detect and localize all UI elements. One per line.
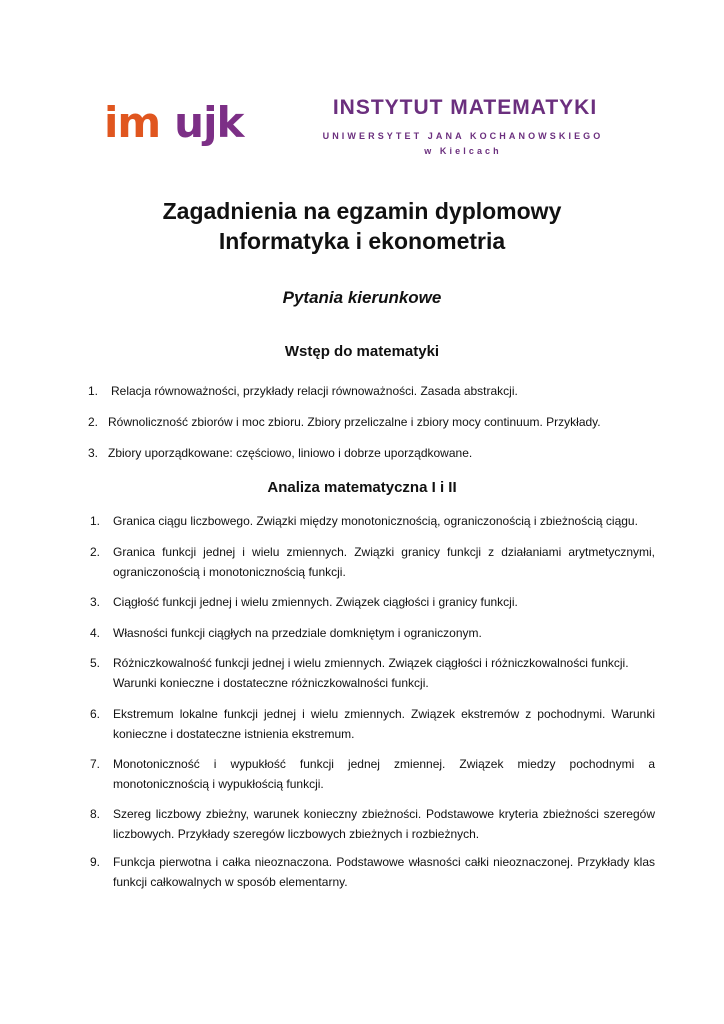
item-text: Własności funkcji ciągłych na przedziale domkniętym i ograniczonym. (113, 626, 482, 640)
logo-im: im (104, 98, 161, 147)
im-ujk-logo (104, 98, 243, 148)
item-number: 4. (89, 626, 100, 640)
document-title (0, 196, 724, 256)
list-item (80, 754, 660, 794)
list-item (80, 511, 660, 531)
item-text: Szereg liczbowy zbieżny, warunek konieczny zbieżności. Podstawowe kryteria zbieżności szeregów liczbowych. Przykłady szeregów liczbowych zbieżnych i rozbieżnych. (113, 807, 655, 841)
item-number: 8. (89, 807, 100, 821)
item-text: Relacja równoważności, przykłady relacji równoważności. Zasada abstrakcji. (111, 384, 518, 398)
list-item (80, 592, 660, 612)
list-item (80, 704, 660, 744)
list-item (78, 412, 658, 432)
list-item (78, 443, 658, 463)
item-text: Granica funkcji jednej i wielu zmiennych. Związki granicy funkcji z działaniami arytmetycznymi, ograniczonością i monotonicznością funkcji. (113, 545, 655, 579)
item-number: 3. (87, 446, 98, 460)
item-number: 2. (89, 545, 100, 559)
university-city: w Kielcach (424, 146, 502, 156)
list-item (80, 852, 660, 892)
item-text: Granica ciągu liczbowego. Związki między monotonicznością, ograniczonością i zbieżnością ciągu. (113, 514, 638, 528)
list-item (80, 623, 660, 643)
item-number: 1. (89, 514, 100, 528)
item-text: Ciągłość funkcji jednej i wielu zmiennych. Związek ciągłości i granicy funkcji. (113, 595, 518, 609)
title-line-2: Informatyka i ekonometria (218, 228, 506, 254)
section-heading-wstep: Wstęp do matematyki (284, 343, 440, 360)
list-item (80, 653, 660, 693)
item-number: 1. (87, 384, 98, 398)
university-name: UNIWERSYTET JANA KOCHANOWSKIEGO (322, 131, 604, 141)
institute-title: INSTYTUT MATEMATYKI (332, 96, 598, 119)
item-number: 3. (89, 595, 100, 609)
item-text: Funkcja pierwotna i całka nieoznaczona. Podstawowe własności całki nieoznaczonej. Przykłady klas funkcji całkowalnych w sposób elementarny. (113, 855, 655, 889)
item-text: Ekstremum lokalne funkcji jednej i wielu zmiennych. Związek ekstremów z pochodnymi. Warunki konieczne i dostateczne istnienia ekstremum. (113, 707, 655, 741)
item-text: Zbiory uporządkowane: częściowo, liniowo i dobrze uporządkowane. (108, 446, 473, 460)
item-number: 5. (89, 656, 100, 670)
list-item (78, 381, 658, 401)
list-item (80, 804, 660, 844)
title-line-1: Zagadnienia na egzamin dyplomowy (162, 198, 562, 224)
list-item (80, 542, 660, 582)
item-text: Różniczkowalność funkcji jednej i wielu zmiennych. Związek ciągłości i różniczkowalności funkcji. Warunki konieczne i dostateczne różniczkowalności funkcji. (113, 656, 629, 690)
section-heading-analiza: Analiza matematyczna I i II (267, 479, 457, 496)
document-header (0, 0, 724, 170)
item-number: 2. (87, 415, 98, 429)
item-number: 9. (89, 855, 100, 869)
document-subtitle: Pytania kierunkowe (282, 288, 442, 307)
item-text: Równoliczność zbiorów i moc zbioru. Zbiory przeliczalne i zbiory mocy continuum. Przykłady. (108, 415, 601, 429)
item-number: 6. (89, 707, 100, 721)
logo-ujk: ujk (174, 98, 244, 147)
item-number: 7. (89, 757, 100, 771)
item-text: Monotoniczność i wypukłość funkcji jednej zmiennej. Związek miedzy pochodnymi a monotonicznością i wypukłością funkcji. (113, 757, 655, 791)
